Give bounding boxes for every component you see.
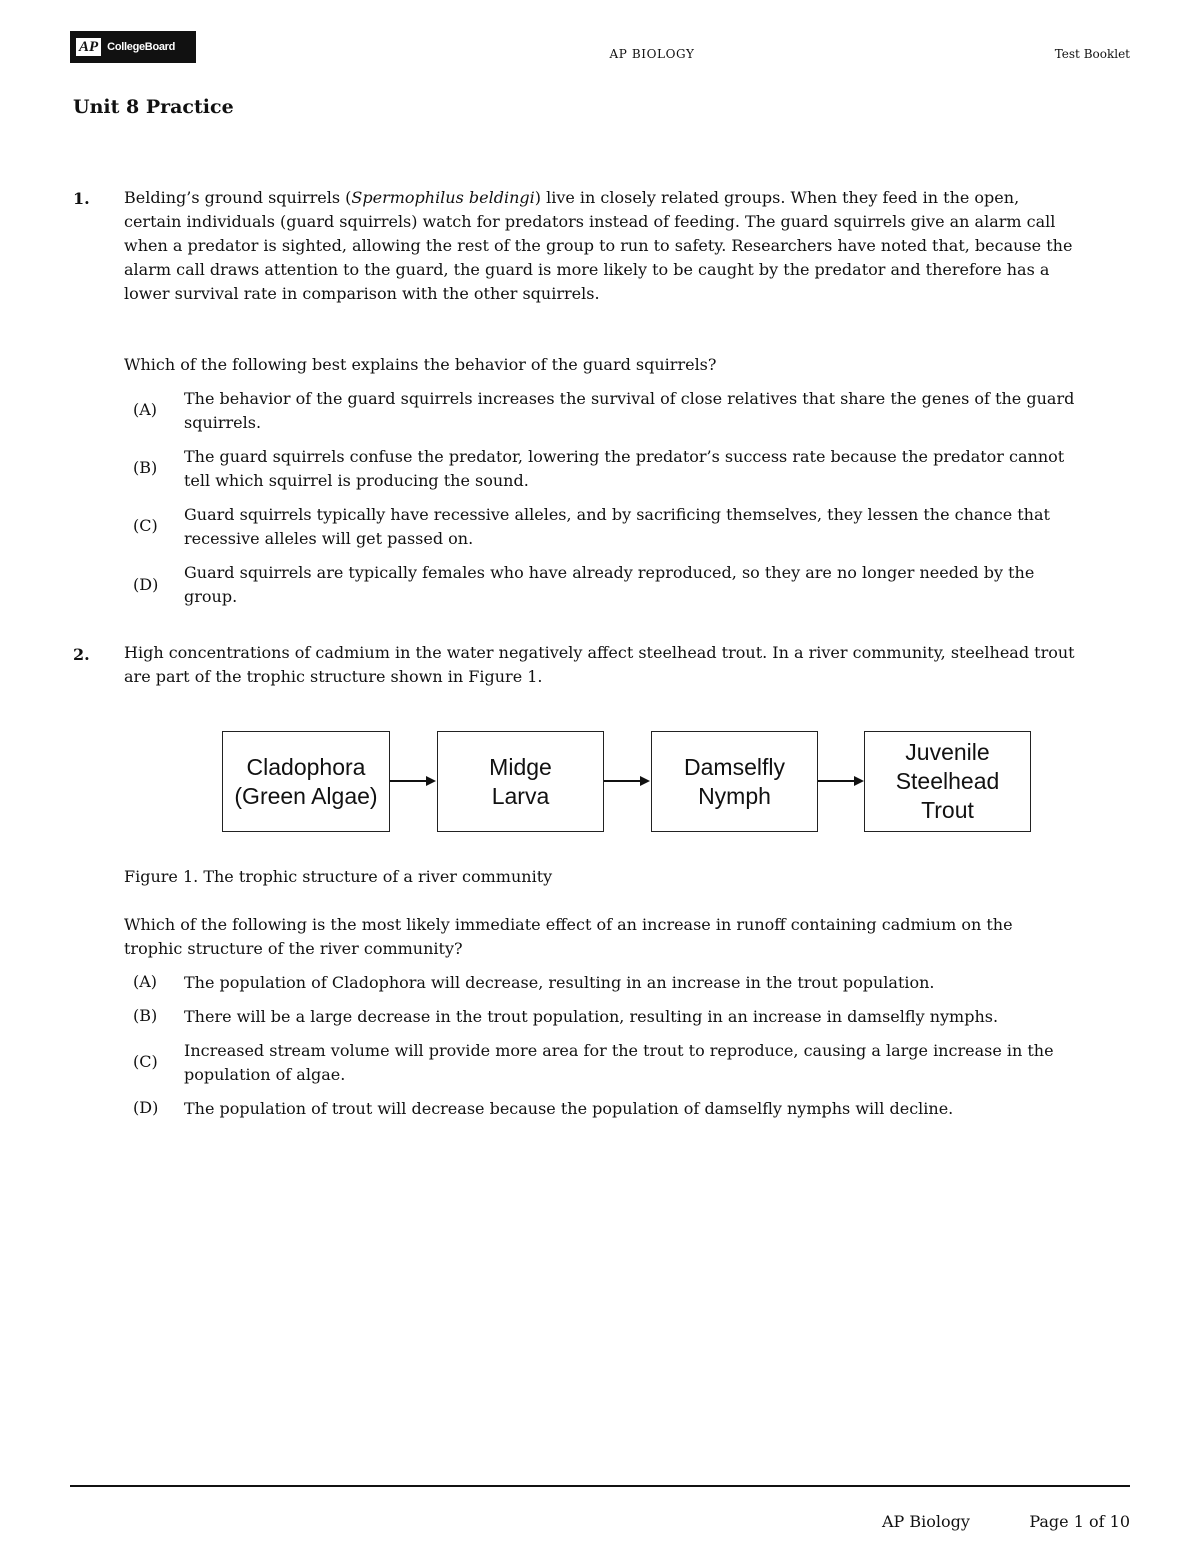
question-1-passage-line	[124, 186, 1134, 210]
option-line: group.	[184, 587, 238, 606]
question-2-option-c-letter[interactable]: (C)	[133, 1052, 158, 1071]
question-2-number: 2.	[73, 645, 90, 664]
stem-line: Which of the following is the most likely immediate effect of an increase in runoff containing cadmium on the	[124, 915, 1013, 934]
footer-subject: AP Biology	[882, 1512, 970, 1531]
question-1-stem: Which of the following best explains the behavior of the guard squirrels?	[124, 355, 717, 374]
trophic-box-juvenile-steelhead-trout	[864, 731, 1031, 832]
box-label-line: Damselfly	[684, 753, 785, 780]
trophic-box-damselfly-nymph	[651, 731, 818, 832]
option-line: The population of Cladophora will decrease, resulting in an increase in the trout population.	[184, 973, 935, 992]
question-1-option-a[interactable]	[184, 387, 1134, 435]
option-line: The guard squirrels confuse the predator, lowering the predator’s success rate because the predator cannot	[184, 447, 1065, 466]
passage-text: Belding’s ground squirrels (	[124, 188, 352, 207]
header-booklet-label: Test Booklet	[1054, 47, 1130, 61]
option-line: tell which squirrel is producing the sound.	[184, 471, 529, 490]
option-line: Guard squirrels are typically females who have already reproduced, so they are no longer needed by the	[184, 563, 1035, 582]
question-1-option-b[interactable]	[184, 445, 1134, 493]
question-2-passage-line: High concentrations of cadmium in the water negatively affect steelhead trout. In a river community, steelhead trout	[124, 643, 1075, 662]
box-label-line: Trout	[921, 797, 974, 823]
question-2-option-c[interactable]	[184, 1039, 1134, 1087]
box-label-line: Steelhead	[895, 768, 1000, 794]
question-2-option-d[interactable]	[184, 1097, 1134, 1121]
option-line: The population of trout will decrease because the population of damselfly nymphs will decline.	[184, 1099, 954, 1118]
trophic-box-midge-larva	[437, 731, 604, 832]
question-2-passage-line: are part of the trophic structure shown in Figure 1.	[124, 667, 543, 686]
question-2-option-a[interactable]	[184, 971, 1134, 995]
question-1-option-d[interactable]	[184, 561, 1134, 609]
box-label-line: Midge	[489, 753, 552, 780]
logo-org-name: CollegeBoard	[107, 41, 176, 53]
arrow-right-icon	[390, 772, 437, 790]
figure-1-caption: Figure 1. The trophic structure of a river community	[124, 867, 553, 886]
question-1-number: 1.	[73, 189, 90, 208]
header-subject: AP BIOLOGY	[609, 47, 695, 61]
question-2-option-b-letter[interactable]: (B)	[133, 1006, 158, 1025]
option-line: Increased stream volume will provide more area for the trout to reproduce, causing a large increase in the	[184, 1041, 1054, 1060]
question-1-passage-line: certain individuals (guard squirrels) watch for predators instead of feeding. The guard squirrels give an alarm call	[124, 212, 1056, 231]
question-2-option-d-letter[interactable]: (D)	[133, 1098, 159, 1117]
trophic-box-cladophora	[222, 731, 390, 832]
passage-text: ) live in closely related groups. When they feed in the open,	[534, 188, 1020, 207]
box-label-line: (Green Algae)	[234, 782, 378, 809]
option-line: recessive alleles will get passed on.	[184, 529, 474, 548]
question-1-option-b-letter[interactable]: (B)	[133, 458, 158, 477]
box-label-line: Nymph	[698, 782, 771, 809]
option-line: population of algae.	[184, 1065, 346, 1084]
species-name: Spermophilus beldingi	[351, 188, 535, 207]
question-2-stem	[124, 913, 1134, 961]
arrow-right-icon	[818, 772, 865, 790]
stem-line: trophic structure of the river community?	[124, 939, 463, 958]
question-1-passage	[124, 186, 1134, 306]
arrow-right-icon	[604, 772, 651, 790]
page-title: Unit 8 Practice	[73, 96, 234, 118]
option-line: There will be a large decrease in the trout population, resulting in an increase in damselfly nymphs.	[184, 1007, 999, 1026]
box-label-line: Juvenile	[905, 739, 990, 765]
option-line: Guard squirrels typically have recessive alleles, and by sacrificing themselves, they lessen the chance that	[184, 505, 1050, 524]
option-line: The behavior of the guard squirrels increases the survival of close relatives that share the genes of the guard	[184, 389, 1075, 408]
footer-divider	[70, 1485, 1130, 1487]
question-1-passage-line: when a predator is sighted, allowing the rest of the group to run to safety. Researchers have noted that, because the	[124, 236, 1073, 255]
footer-page-number: Page 1 of 10	[1029, 1512, 1130, 1531]
question-1-option-c[interactable]	[184, 503, 1134, 551]
question-1-passage-line: lower survival rate in comparison with the other squirrels.	[124, 284, 600, 303]
question-1-option-c-letter[interactable]: (C)	[133, 516, 158, 535]
question-2-option-a-letter[interactable]: (A)	[133, 972, 158, 991]
question-1-passage-line: alarm call draws attention to the guard, the guard is more likely to be caught by the predator and therefore has a	[124, 260, 1050, 279]
box-label-line: Larva	[491, 782, 550, 809]
question-1-option-d-letter[interactable]: (D)	[133, 575, 159, 594]
logo-ap-mark: AP	[76, 38, 101, 56]
question-2-passage	[124, 641, 1134, 689]
question-1-option-a-letter[interactable]: (A)	[133, 400, 158, 419]
question-2-option-b[interactable]	[184, 1005, 1134, 1029]
option-line: squirrels.	[184, 413, 262, 432]
box-label-line: Cladophora	[246, 753, 366, 780]
